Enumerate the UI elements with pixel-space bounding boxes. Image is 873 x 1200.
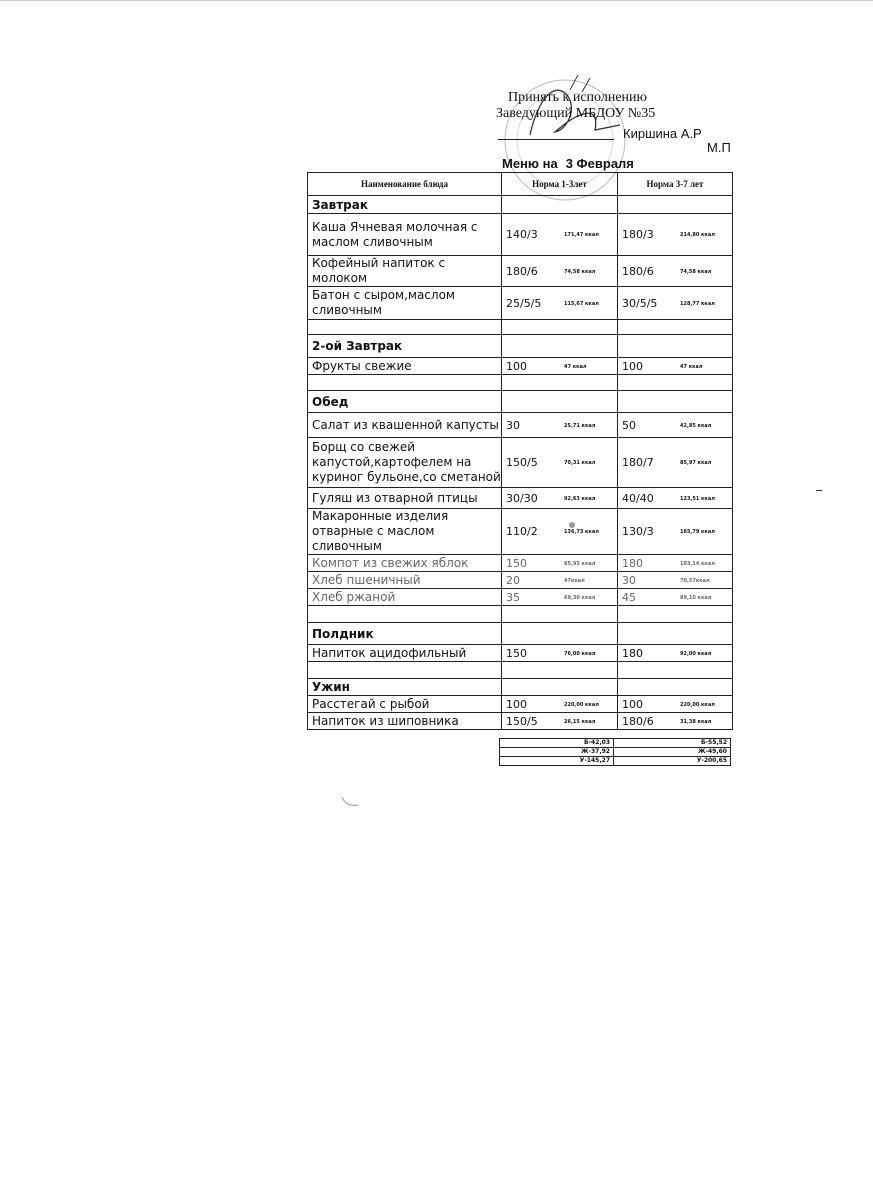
empty-cell — [502, 606, 618, 623]
norm2-cell — [618, 287, 733, 320]
calories: 92,00 ккал — [680, 650, 712, 657]
scan-mark — [816, 490, 822, 491]
total-norm2: Б-55,52 — [614, 739, 731, 748]
dish-name: Салат из квашенной капусты — [308, 413, 502, 438]
total-norm1: У-145,27 — [500, 757, 614, 766]
calories: 74,58 ккал — [564, 268, 596, 275]
calories: 85,95 ккал — [564, 560, 596, 567]
dish-name: Хлеб ржаной — [308, 589, 502, 606]
norm1-cell — [502, 256, 618, 287]
empty-cell — [618, 375, 733, 391]
portion-weight: 180 — [622, 646, 643, 660]
norm2-cell — [618, 413, 733, 438]
norm1-cell — [502, 413, 618, 438]
portion-weight: 180/3 — [622, 228, 654, 241]
norm2-cell — [618, 572, 733, 589]
menu-title-prefix: Меню на — [502, 156, 558, 171]
scan-speck — [569, 522, 575, 528]
portion-weight: 35 — [506, 590, 520, 604]
total-norm1: Ж-37,92 — [500, 748, 614, 757]
dish-name: Батон с сыром,маслом сливочным — [308, 287, 502, 320]
norm2-cell — [618, 358, 733, 375]
empty-cell — [308, 662, 502, 679]
section-title: Обед — [308, 391, 502, 413]
col-dish-header: Наименование блюда — [308, 173, 502, 196]
calories: 70,57ккал — [680, 577, 710, 584]
portion-weight: 100 — [622, 697, 643, 711]
norm1-cell — [502, 696, 618, 713]
calories: 70,31 ккал — [564, 460, 596, 466]
section-row — [308, 391, 733, 413]
portion-weight: 100 — [506, 359, 527, 373]
totals-table — [499, 738, 731, 766]
portion-weight: 150 — [506, 646, 527, 660]
dish-row — [308, 358, 733, 375]
empty-cell — [502, 196, 618, 214]
dish-name: Фрукты свежие — [308, 358, 502, 375]
norm2-cell — [618, 645, 733, 662]
norm1-cell — [502, 572, 618, 589]
calories: 47 ккал — [680, 363, 703, 370]
calories: 69,30 ккал — [564, 594, 596, 601]
calories: 128,77 ккал — [680, 300, 715, 307]
calories: 31,38 ккал — [680, 718, 712, 725]
empty-cell — [502, 391, 618, 413]
section-title: Полдник — [308, 623, 502, 645]
col-norm2-header: Норма 3-7 лет — [618, 173, 733, 196]
totals-row — [500, 748, 731, 757]
portion-weight: 150 — [506, 556, 527, 570]
section-row — [308, 335, 733, 358]
dish-row — [308, 589, 733, 606]
calories: 25,71 ккал — [564, 422, 596, 429]
calories: 136,73 ккал — [564, 529, 599, 535]
portion-weight: 30 — [506, 418, 520, 432]
empty-cell — [502, 662, 618, 679]
blank-row — [308, 662, 733, 679]
portion-weight: 40/40 — [622, 491, 654, 505]
section-row — [308, 679, 733, 696]
blank-row — [308, 320, 733, 335]
dish-row — [308, 645, 733, 662]
calories: 76,00 ккал — [564, 650, 596, 657]
dish-row — [308, 555, 733, 572]
section-row — [308, 196, 733, 214]
dish-row — [308, 413, 733, 438]
calories: 171,47 ккал — [564, 232, 599, 238]
dish-name: Гуляш из отварной птицы — [308, 488, 502, 509]
norm1-cell — [502, 713, 618, 730]
portion-weight: 100 — [622, 359, 643, 373]
total-norm1: Б-42,03 — [500, 739, 614, 748]
calories: 220,00 ккал — [680, 701, 715, 708]
norm2-cell — [618, 509, 733, 555]
norm2-cell — [618, 214, 733, 256]
norm1-cell — [502, 509, 618, 555]
calories: 74,58 ккал — [680, 268, 712, 275]
calories: 92,63 ккал — [564, 495, 596, 502]
empty-cell — [502, 375, 618, 391]
norm1-cell — [502, 645, 618, 662]
portion-weight: 180 — [622, 556, 643, 570]
total-norm2: Ж-49,60 — [614, 748, 731, 757]
calories: 214,80 ккал — [680, 232, 715, 238]
norm1-cell — [502, 358, 618, 375]
calories: 123,51 ккал — [680, 495, 715, 502]
norm2-cell — [618, 696, 733, 713]
dish-row — [308, 438, 733, 488]
norm1-cell — [502, 589, 618, 606]
calories: 103,14 ккал — [680, 560, 715, 567]
portion-weight: 150/5 — [506, 714, 538, 728]
portion-weight: 110/2 — [506, 525, 538, 538]
approval-position: Заведующий МБДОУ №35 — [496, 106, 656, 121]
portion-weight: 30/30 — [506, 491, 538, 505]
dish-row — [308, 214, 733, 256]
empty-cell — [618, 196, 733, 214]
norm2-cell — [618, 589, 733, 606]
norm2-cell — [618, 256, 733, 287]
norm1-cell — [502, 287, 618, 320]
norm2-cell — [618, 488, 733, 509]
empty-cell — [618, 679, 733, 696]
empty-cell — [618, 391, 733, 413]
calories: 47 ккал — [564, 363, 587, 370]
dish-row — [308, 572, 733, 589]
menu-title — [502, 156, 642, 171]
menu-date: 3 Февраля — [565, 156, 634, 171]
col-norm1-header: Норма 1-3лет — [502, 173, 618, 196]
approval-line: Принять к исполнению — [508, 90, 647, 105]
empty-cell — [308, 606, 502, 623]
portion-weight: 30/5/5 — [622, 296, 658, 310]
empty-cell — [502, 335, 618, 358]
dish-name: Хлеб пшеничный — [308, 572, 502, 589]
scan-mark — [340, 795, 360, 809]
dish-row — [308, 256, 733, 287]
calories: 165,79 ккал — [680, 529, 715, 535]
portion-weight: 150/5 — [506, 456, 538, 469]
totals-row — [500, 739, 731, 748]
portion-weight: 180/7 — [622, 456, 654, 469]
signature-line — [498, 139, 614, 140]
portion-weight: 130/3 — [622, 525, 654, 538]
menu-table — [307, 172, 733, 730]
dish-name: Макаронные изделия отварные с маслом сливочным — [308, 509, 502, 555]
dish-name: Напиток из шиповника — [308, 713, 502, 730]
dish-name: Компот из свежих яблок — [308, 555, 502, 572]
blank-row — [308, 375, 733, 391]
calories: 115,67 ккал — [564, 300, 599, 307]
approval-name: Киршина А.Р — [623, 126, 702, 141]
calories: 85,97 ккал — [680, 460, 712, 466]
empty-cell — [618, 662, 733, 679]
calories: 89,10 ккал — [680, 594, 712, 601]
section-title: 2-ой Завтрак — [308, 335, 502, 358]
portion-weight: 180/6 — [506, 264, 538, 278]
portion-weight: 100 — [506, 697, 527, 711]
total-norm2: У-200,65 — [614, 757, 731, 766]
totals-row — [500, 757, 731, 766]
empty-cell — [308, 320, 502, 335]
empty-cell — [618, 606, 733, 623]
blank-row — [308, 606, 733, 623]
calories: 26,15 ккал — [564, 718, 596, 725]
stamp-place-label: М.П — [707, 140, 731, 155]
dish-name: Напиток ацидофильный — [308, 645, 502, 662]
calories: 42,85 ккал — [680, 422, 712, 429]
dish-row — [308, 713, 733, 730]
norm1-cell — [502, 488, 618, 509]
portion-weight: 180/6 — [622, 264, 654, 278]
norm1-cell — [502, 555, 618, 572]
norm2-cell — [618, 713, 733, 730]
portion-weight: 25/5/5 — [506, 296, 542, 310]
dish-row — [308, 287, 733, 320]
calories: 47ккал — [564, 577, 585, 584]
header-row — [308, 173, 733, 196]
empty-cell — [502, 320, 618, 335]
portion-weight: 180/6 — [622, 714, 654, 728]
empty-cell — [618, 335, 733, 358]
dish-name: Расстегай с рыбой — [308, 696, 502, 713]
portion-weight: 30 — [622, 573, 636, 587]
empty-cell — [502, 623, 618, 645]
dish-name: Борщ со свежей капустой,картофелем на куриног бульоне,со сметаной — [308, 438, 502, 488]
norm1-cell — [502, 214, 618, 256]
portion-weight: 50 — [622, 418, 636, 432]
portion-weight: 45 — [622, 590, 636, 604]
empty-cell — [618, 320, 733, 335]
norm2-cell — [618, 555, 733, 572]
dish-name: Каша Ячневая молочная с маслом сливочным — [308, 214, 502, 256]
dish-name: Кофейный напиток с молоком — [308, 256, 502, 287]
scan-top-edge — [0, 0, 873, 1]
calories: 220,00 ккал — [564, 701, 599, 708]
portion-weight: 140/3 — [506, 228, 538, 241]
norm2-cell — [618, 438, 733, 488]
norm1-cell — [502, 438, 618, 488]
empty-cell — [502, 679, 618, 696]
dish-row — [308, 509, 733, 555]
dish-row — [308, 488, 733, 509]
section-title: Завтрак — [308, 196, 502, 214]
empty-cell — [308, 375, 502, 391]
section-title: Ужин — [308, 679, 502, 696]
empty-cell — [618, 623, 733, 645]
section-row — [308, 623, 733, 645]
dish-row — [308, 696, 733, 713]
portion-weight: 20 — [506, 573, 520, 587]
